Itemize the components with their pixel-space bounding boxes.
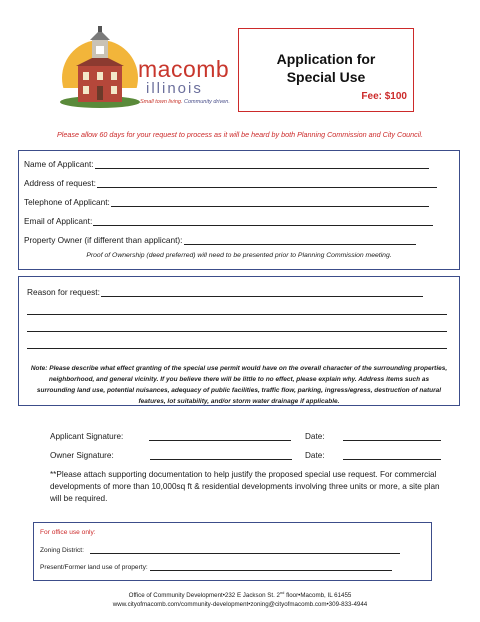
applicant-signature-field[interactable] — [149, 432, 291, 441]
title-box — [238, 28, 414, 112]
address-row — [24, 178, 437, 188]
owner-date-label: Date: — [305, 451, 325, 460]
logo-wordmark: macomb — [138, 56, 230, 82]
applicant-date-row — [305, 432, 441, 441]
applicant-signature-row — [50, 432, 291, 441]
zoning-field[interactable] — [90, 547, 400, 554]
email-row — [24, 216, 433, 226]
office-use-section — [33, 522, 432, 581]
footer-address — [0, 590, 480, 599]
processing-notice: Please allow 60 days for your request to process as it will be heard by both Planning Commission and City Council. — [57, 130, 423, 139]
applicant-signature-label: Applicant Signature: — [50, 432, 124, 441]
owner-date-row — [305, 451, 441, 460]
office-use-heading: For office use only: — [40, 529, 96, 536]
name-row — [24, 159, 429, 169]
phone-row — [24, 197, 429, 207]
title-line-1: Application for — [276, 51, 376, 67]
fee-label: Fee: $100 — [361, 91, 407, 102]
land-use-row — [40, 564, 392, 571]
phone-label: Telephone of Applicant: — [24, 197, 110, 207]
name-field[interactable] — [95, 160, 429, 169]
reason-row — [27, 287, 423, 297]
owner-signature-label: Owner Signature: — [50, 451, 114, 460]
applicant-info-section — [18, 150, 460, 270]
attachment-note: **Please attach supporting documentation to help justify the proposed special use request. For commercial developments of more than 10,000sq ft & residential developments involving three units or more, a site plan will be required. — [50, 470, 440, 503]
tagline-part-a: Small town living. — [140, 99, 183, 105]
owner-label: Property Owner (if different than applicant): — [24, 235, 183, 245]
zoning-label: Zoning District: — [40, 547, 84, 554]
applicant-date-label: Date: — [305, 432, 325, 441]
footer-contact: www.cityofmacomb.com/community-development•zoning@cityofmacomb.com•309-833-4944 — [112, 601, 368, 608]
owner-date-field[interactable] — [343, 451, 441, 460]
reason-line-3[interactable] — [27, 331, 447, 332]
owner-signature-row — [50, 451, 292, 460]
land-use-field[interactable] — [150, 564, 392, 571]
land-use-label: Present/Former land use of property: — [40, 564, 148, 571]
title-line-2: Special Use — [286, 69, 366, 85]
reason-note: Note: Please describe what effect granting of the special use permit would have on the overall character of the surrounding properties, neighborhood, and general vicinity. If you believe there will be little to no effect, please explain why. Address items such as surrounding land use, potential nuisances, adequacy of public facilities, traffic flow, parking, ingress/egress, destruction of natural features, lot suitability, and/or storm water drainage if applicable. — [30, 365, 448, 405]
address-label: Address of request: — [24, 178, 96, 188]
owner-row — [24, 235, 416, 245]
reason-section — [18, 276, 460, 406]
footer-address-sup: nd — [279, 590, 285, 595]
address-field[interactable] — [97, 179, 437, 188]
phone-field[interactable] — [111, 198, 429, 207]
applicant-date-field[interactable] — [343, 432, 441, 441]
reason-line-4[interactable] — [27, 348, 447, 349]
owner-field[interactable] — [184, 236, 416, 245]
email-field[interactable] — [93, 217, 433, 226]
reason-field[interactable] — [101, 288, 423, 297]
footer-address-a: Office of Community Development•232 E Jackson St. 2 — [128, 592, 280, 600]
zoning-row — [40, 547, 400, 554]
ownership-note: Proof of Ownership (deed preferred) will need to be presented prior to Planning Commission meeting. — [86, 252, 392, 259]
email-label: Email of Applicant: — [24, 216, 93, 226]
tagline-part-b: Community driven. — [184, 99, 230, 105]
reason-label: Reason for request: — [27, 287, 100, 297]
logo-tagline — [140, 99, 230, 105]
name-label: Name of Applicant: — [24, 159, 94, 169]
footer-address-b: floor•Macomb, IL 61455 — [284, 592, 352, 600]
reason-line-2[interactable] — [27, 314, 447, 315]
logo-state: illinois — [146, 80, 203, 97]
macomb-logo — [56, 26, 246, 112]
owner-signature-field[interactable] — [150, 451, 292, 460]
